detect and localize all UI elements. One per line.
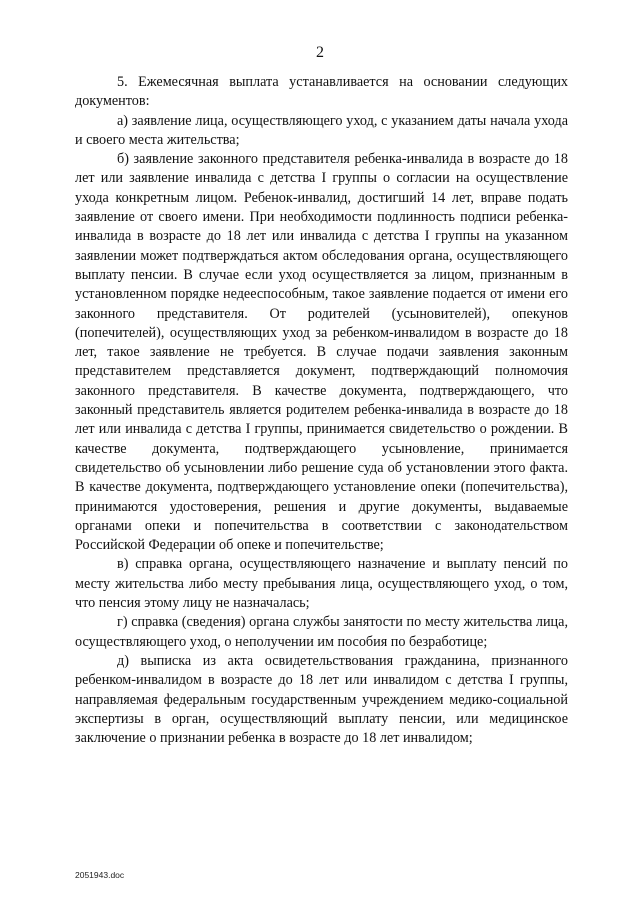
paragraph-subitem-b: б) заявление законного представителя ребенка-инвалида в возрасте до 18 лет или заявление инвалида с детства I группы о согласии на осуществление ухода конкретным лицом. Ребенок-инвалид, достигший 14 лет, вправе подать заявление от своего имени. При необходимости подлинность подписи ребенка-инвалида в возрасте до 18 лет или инвалида с детства I группы на указанном заявлении может подтверждаться актом обследования органа, осуществляющего выплату пенсии. В случае если уход осуществляется за лицом, признанным в установленном порядке недееспособным, такое заявление подается от имени его законного представителя. От родителей (усыновителей), опекунов (попечителей), осуществляющих уход за ребенком-инвалидом в возрасте до 18 лет, такое заявление не требуется. В случае подачи заявления законным представителем представляется документ, подтверждающий полномочия законного представителя. В качестве документа, подтверждающего, что законный представитель является родителем ребенка-инвалида в возрасте до 18 лет или инвалида с детства I группы, принимается свидетельство о рождении. В качестве документа, подтверждающего усыновление, принимается свидетельство об усыновлении либо решение суда об установлении этого факта. В качестве документа, подтверждающего установление опеки (попечительства), принимаются удостоверения, решения и другие документы, выдаваемые органами опеки и попечительства в соответствии с законодательством Российской Федерации об опеке и попечительстве; <box>75 151 568 554</box>
page-number: 2 <box>316 44 324 61</box>
paragraph-subitem-v: в) справка органа, осуществляющего назначение и выплату пенсий по месту жительства либо месту пребывания лица, осуществляющего уход, о том, что пенсия этому лицу не назначалась; <box>75 556 568 612</box>
paragraph-item-5: 5. Ежемесячная выплата устанавливается на основании следующих документов: <box>75 74 568 110</box>
paragraph-subitem-g: г) справка (сведения) органа службы занятости по месту жительства лица, осуществляющего уход, о неполучении им пособия по безработице; <box>75 614 568 650</box>
paragraph-subitem-a: а) заявление лица, осуществляющего уход, с указанием даты начала ухода и своего места жительства; <box>75 112 568 148</box>
document-body <box>75 73 568 748</box>
footer-filename: 2051943.doc <box>75 870 125 880</box>
paragraph-subitem-d: д) выписка из акта освидетельствования гражданина, признанного ребенком-инвалидом в возрасте до 18 лет или инвалидом с детства I группы, направляемая федеральным государственным учреждением медико-социальной экспертизы в орган, осуществляющий выплату пенсии, или медицинское заключение о признании ребенка в возрасте до 18 лет инвалидом; <box>75 652 568 747</box>
